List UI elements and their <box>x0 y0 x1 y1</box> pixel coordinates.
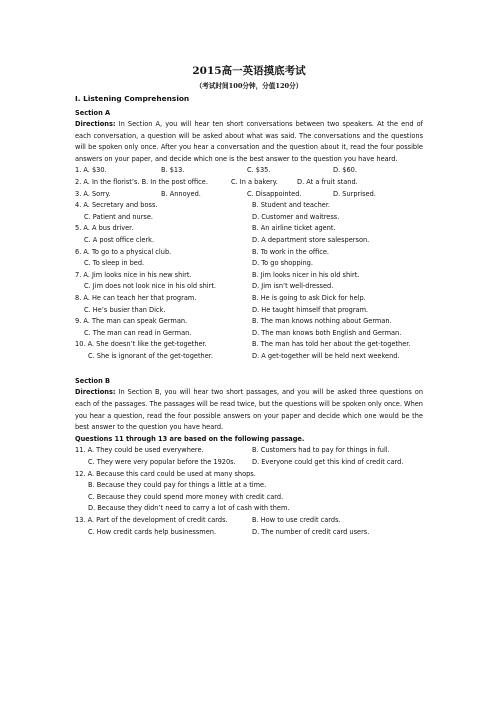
option: 5. A. A bus driver. <box>75 224 134 233</box>
question-9-cont <box>75 328 423 340</box>
option: C. He’s busier than Dick. <box>84 305 166 314</box>
option: D. Customer and waitress. <box>252 212 340 221</box>
question-3 <box>75 189 423 201</box>
option: B. The man has told her about the get-together. <box>252 340 411 349</box>
option: 2. A. In the florist’s. B. In the post office. <box>75 177 208 186</box>
option: D. Jim isn’t well-dressed. <box>252 282 334 291</box>
option: B. The man knows nothing about German. <box>252 317 392 326</box>
option: B. How to use credit cards. <box>252 516 341 524</box>
option: C. Jim does not look nice in his old shirt. <box>84 282 217 291</box>
question-6 <box>75 247 423 259</box>
option: C. Patient and nurse. <box>84 212 154 221</box>
question-5-cont <box>75 235 423 247</box>
option: B. An airline ticket agent. <box>252 224 336 233</box>
option: B. Annoyed. <box>161 189 201 198</box>
option: C. To sleep in bed. <box>84 259 145 268</box>
question-4 <box>75 200 423 212</box>
option: 4. A. Secretary and boss. <box>75 201 158 210</box>
question-8-cont <box>75 305 423 317</box>
option: 6. A. To go to a physical club. <box>75 247 172 256</box>
exam-subtitle: （考试时间100分钟，分值120分） <box>195 82 303 90</box>
question-2 <box>75 177 423 189</box>
section-b-heading: Section B <box>75 377 111 386</box>
option: 10. A. She doesn’t like the get-together. <box>75 340 207 349</box>
question-7 <box>75 270 423 282</box>
option: D. He taught himself that program. <box>252 305 369 314</box>
question-12: 12. A. Because this card could be used at many shops. <box>75 469 256 478</box>
option: C. Disappointed. <box>247 189 302 198</box>
exam-title: 2015高一英语摸底考试 <box>192 65 306 77</box>
option: 11. A. They could be used everywhere. <box>75 446 204 455</box>
option: D. The number of credit card users. <box>252 527 370 536</box>
option: D. Because they didn’t need to carry a lot of cash with them. <box>88 504 290 513</box>
question-13-cont <box>75 527 423 539</box>
directions-label: Directions: <box>75 120 116 128</box>
question-10-cont <box>75 351 423 363</box>
question-group-label: Questions 11 through 13 are based on the following passage. <box>75 434 305 443</box>
option: D. At a fruit stand. <box>297 177 358 186</box>
option: B. Customers had to pay for things in full. <box>252 446 390 455</box>
option: B. He is going to ask Dick for help. <box>252 293 366 302</box>
directions-text: In Section B, you will hear two short passages, and you will be asked three questions on each of the passages. The passages will be read twice, but the questions will be spoken only once. When you hear a question, read the four possible answers on your paper and decide which one would be the best answer to the question you have heard. <box>75 388 423 432</box>
option: B. Because they could pay for things a little at a time. <box>88 481 267 490</box>
option: C. The man can read in German. <box>84 328 192 337</box>
question-11 <box>75 445 423 457</box>
directions-text: In Section A, you will hear ten short conversations between two speakers. At the end of each conversation, a question will be asked about what was said. The conversations and the questions will be spoken only once. After you hear a conversation and the question about it, read the four possible answers on your paper, and decide which one is the best answer to the question you have heard. <box>75 120 423 163</box>
question-7-cont <box>75 281 423 293</box>
option: 3. A. Sorry. <box>75 189 111 198</box>
option: D. The man knows both English and German. <box>252 328 402 337</box>
option: B. Jim looks nicer in his old shirt. <box>252 270 360 279</box>
option: C. In a bakery. <box>231 177 278 186</box>
option: D. A get-together will be held next weekend. <box>252 351 400 360</box>
exam-content <box>75 62 423 538</box>
part-heading-listening: I. Listening Comprehension <box>75 94 190 103</box>
option: 1. A. $30. <box>75 166 107 175</box>
option: C. How credit cards help businessmen. <box>88 527 217 536</box>
option: C. She is ignorant of the get-together. <box>88 351 213 360</box>
option: 7. A. Jim looks nice in his new shirt. <box>75 270 192 279</box>
question-5 <box>75 223 423 235</box>
question-1 <box>75 165 423 177</box>
option: B. Student and teacher. <box>252 201 331 210</box>
option: D. $60. <box>333 166 357 175</box>
question-13 <box>75 515 423 527</box>
section-a-heading: Section A <box>75 109 111 117</box>
section-a-directions <box>75 119 423 165</box>
question-10 <box>75 339 423 351</box>
question-8 <box>75 293 423 305</box>
section-b-directions <box>75 387 423 433</box>
option: C. Because they could spend more money with credit card. <box>88 492 284 501</box>
option: B. $13. <box>161 166 185 175</box>
question-9 <box>75 316 423 328</box>
question-4-cont <box>75 212 423 224</box>
option: D. Everyone could get this kind of credit card. <box>252 458 404 467</box>
question-11-cont <box>75 457 423 469</box>
option: B. To work in the office. <box>252 247 330 256</box>
directions-label: Directions: <box>75 388 116 397</box>
option: D. To go shopping. <box>252 259 313 268</box>
option: C. They were very popular before the 1920s. <box>88 458 236 467</box>
option: 13. A. Part of the development of credit cards. <box>75 516 228 524</box>
spacer <box>75 362 423 373</box>
option: D. A department store salesperson. <box>252 235 370 244</box>
option: 8. A. He can teach her that program. <box>75 293 197 302</box>
question-6-cont <box>75 258 423 270</box>
option: 9. A. The man can speak German. <box>75 317 188 326</box>
option: C. $35. <box>247 166 271 175</box>
option: C. A post office clerk. <box>84 235 155 244</box>
option: D. Surprised. <box>333 189 376 198</box>
